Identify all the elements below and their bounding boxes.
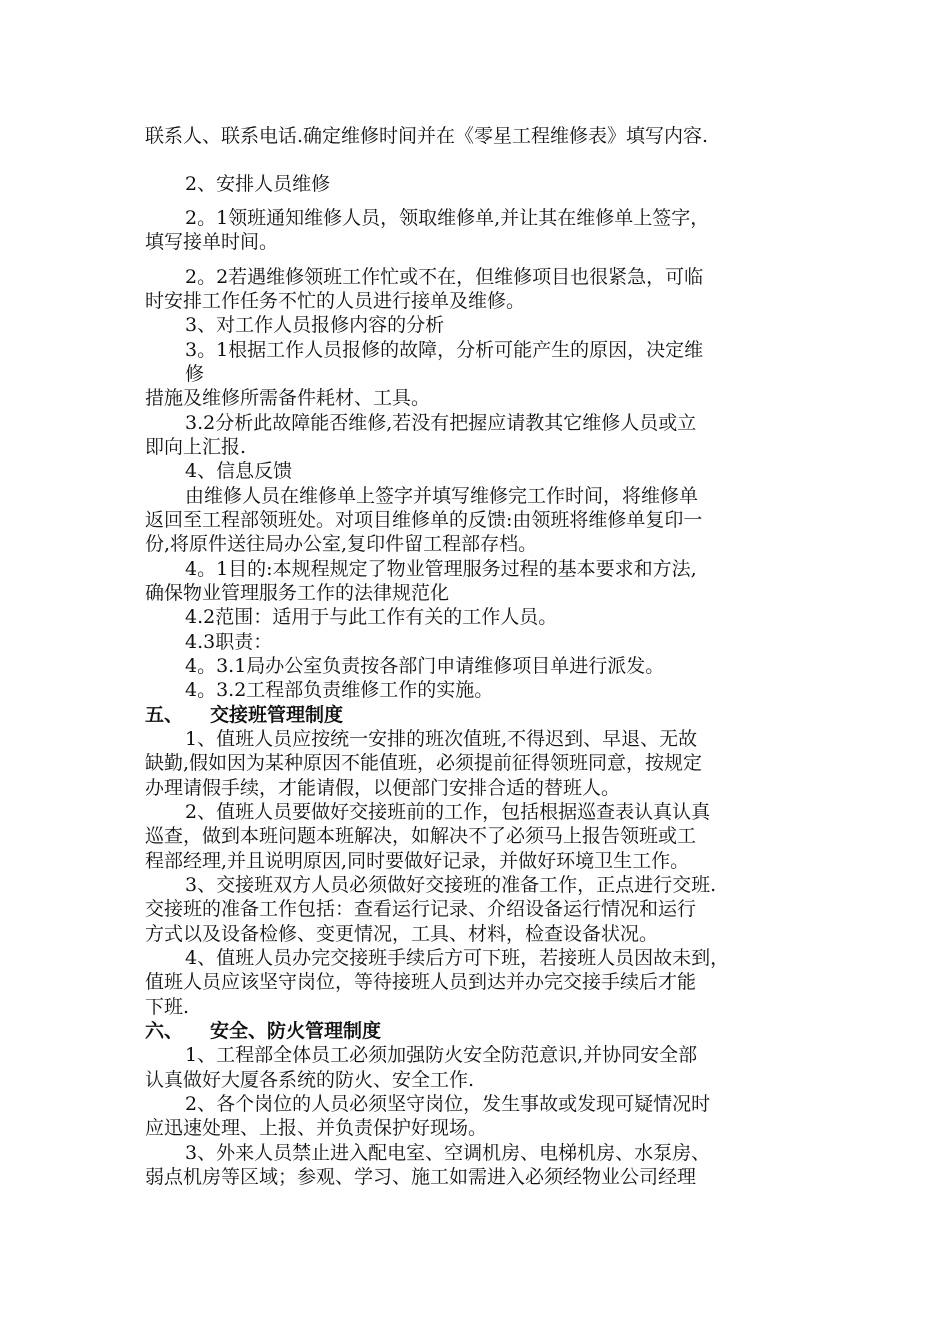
section-number: 五、 (145, 704, 184, 726)
text-line: 确保物业管理服务工作的法律规范化 (145, 582, 450, 604)
text-line: 程部经理,并且说明原因,同时要做好记录，并做好环境卫生工作。 (145, 850, 690, 872)
text-line: 3、对工作人员报修内容的分析 (185, 314, 445, 336)
text-line: 1、工程部全体员工必须加强防火安全防范意识,并协同安全部 (185, 1044, 698, 1066)
text-line: 4。3.1局办公室负责按各部门申请维修项目单进行派发。 (185, 655, 665, 677)
text-line: 2。2若遇维修领班工作忙或不在，但维修项目也很紧急，可临 (185, 266, 704, 288)
section-heading: 交接班管理制度 (210, 704, 344, 726)
text-line: 由维修人员在维修单上签字并填写维修完工作时间，将维修单 (185, 485, 699, 507)
text-line: 2、值班人员要做好交接班前的工作，包括根据巡查表认真认真 (185, 801, 711, 823)
text-line: 3、交接班双方人员必须做好交接班的准备工作，正点进行交班. (185, 874, 717, 896)
text-line: 措施及维修所需备件耗材、工具。 (145, 387, 431, 409)
text-line: 填写接单时间。 (145, 231, 279, 253)
text-line: 3、外来人员禁止进入配电室、空调机房、电梯机房、水泵房、 (185, 1142, 711, 1164)
text-line: 巡查，做到本班问题本班解决，如解决不了必须马上报告领班或工 (145, 825, 697, 847)
text-line: 弱点机房等区域；参观、学习、施工如需进入必须经物业公司经理 (145, 1166, 697, 1188)
text-line: 认真做好大厦各系统的防火、安全工作. (145, 1069, 475, 1091)
text-line: 2、安排人员维修 (185, 173, 331, 195)
text-line: 4.2范围：适用于与此工作有关的工作人员。 (185, 606, 558, 628)
text-line: 2、各个岗位的人员必须坚守岗位，发生事故或发现可疑情况时 (185, 1093, 711, 1115)
text-line: 办理请假手续，才能请假，以便部门安排合适的替班人。 (145, 777, 621, 799)
text-line: 交接班的准备工作包括：查看运行记录、介绍设备运行情况和运行 (145, 898, 697, 920)
text-line: 联系人、联系电话.确定维修时间并在《零星工程维修表》填写内容. (145, 125, 709, 147)
text-line: 3。1根据工作人员报修的故障，分析可能产生的原因，决定维 (185, 339, 704, 361)
text-line: 缺勤,假如因为某种原因不能值班，必须提前征得领班同意，按规定 (145, 752, 703, 774)
text-line: 2。1领班通知维修人员，领取维修单,并让其在维修单上签字， (185, 207, 710, 229)
text-line: 方式以及设备检修、变更情况，工具、材料，检查设备状况。 (145, 923, 659, 945)
text-line: 值班人员应该坚守岗位，等待接班人员到达并办完交接手续后才能 (145, 971, 697, 993)
text-line: 修 (185, 363, 205, 385)
text-line: 4。1目的:本规程规定了物业管理服务过程的基本要求和方法, (185, 558, 697, 580)
section-number: 六、 (145, 1020, 184, 1042)
text-line: 即向上汇报. (145, 436, 247, 458)
text-line: 下班. (145, 996, 190, 1018)
text-line: 应迅速处理、上报、并负责保护好现场。 (145, 1117, 488, 1139)
text-line: 4、值班人员办完交接班手续后方可下班，若接班人员因故未到， (185, 947, 730, 969)
text-line: 份,将原件送往局办公室,复印件留工程部存档。 (145, 533, 538, 555)
text-line: 1、值班人员应按统一安排的班次值班,不得迟到、早退、无故 (185, 728, 698, 750)
text-line: 4。3.2工程部负责维修工作的实施。 (185, 679, 494, 701)
section-heading: 安全、防火管理制度 (210, 1020, 382, 1042)
text-line: 4、信息反馈 (185, 460, 293, 482)
text-line: 时安排工作任务不忙的人员进行接单及维修。 (145, 290, 526, 312)
text-line: 4.3职责： (185, 631, 273, 653)
text-line: 返回至工程部领班处。对项目维修单的反馈:由领班将维修单复印一 (145, 509, 703, 531)
text-line: 3.2分析此故障能否维修,若没有把握应请教其它维修人员或立 (185, 412, 697, 434)
